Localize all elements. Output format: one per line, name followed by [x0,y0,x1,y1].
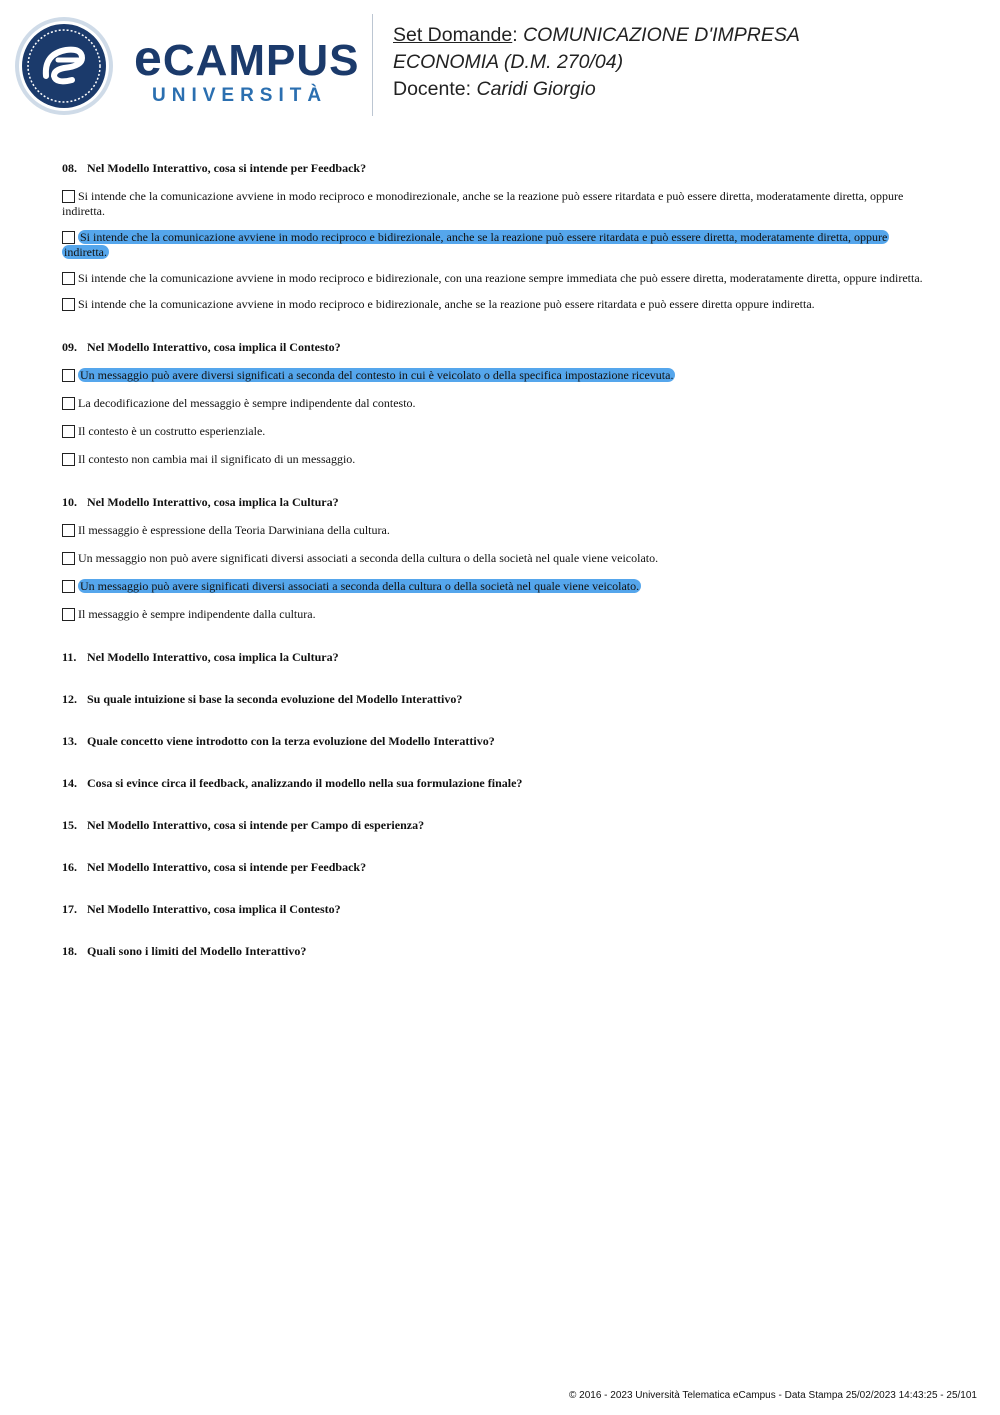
question-10 [62,494,928,622]
checkbox-icon[interactable] [62,369,75,382]
checkbox-icon[interactable] [62,397,75,410]
option-text: Un messaggio può avere significati diversi associati a seconda della cultura o della società nel quale viene veicolato. [80,579,640,593]
checkbox-icon[interactable] [62,425,75,438]
answer-option[interactable] [62,551,928,566]
question-title [62,160,928,176]
course-line1: COMUNICAZIONE D'IMPRESA [523,24,800,46]
option-text: Si intende che la comunicazione avviene in modo reciproco e bidirezionale, anche se la reazione può essere ritardata e può essere diretta, moderatamente diretta, oppure indiretta. [64,230,888,259]
page-header [0,0,1000,130]
header-course-line2 [393,49,800,76]
question-text: Nel Modello Interattivo, cosa implica la Cultura? [87,495,339,509]
checkbox-icon[interactable] [62,298,75,311]
question-number: 16. [62,860,77,874]
option-text: Il messaggio è sempre indipendente dalla cultura. [78,607,316,621]
open-question-12 [62,691,928,707]
option-text: La decodificazione del messaggio è sempre indipendente dal contesto. [78,396,416,410]
question-list [62,160,928,985]
question-number: 12. [62,692,77,706]
question-number: 09. [62,340,77,354]
question-09 [62,339,928,467]
logo-universita-text: UNIVERSITÀ [152,85,328,106]
question-text: Nel Modello Interattivo, cosa implica la Cultura? [87,650,339,664]
open-question-13 [62,733,928,749]
answer-option[interactable] [62,607,928,622]
option-text: Si intende che la comunicazione avviene in modo reciproco e monodirezionale, anche se la reazione può essere ritardata e può essere diretta, moderatamente diretta, oppure indiretta. [62,189,904,218]
docente-name: Caridi Giorgio [476,78,596,100]
checkbox-icon[interactable] [62,580,75,593]
answer-option[interactable] [62,424,928,439]
logo-e-letter: e [134,30,163,86]
header-docente-line [393,76,800,103]
question-number: 18. [62,944,77,958]
question-text: Nel Modello Interattivo, cosa si intende per Campo di esperienza? [87,818,425,832]
answer-option-highlighted[interactable] [62,230,928,260]
answer-option-highlighted[interactable] [62,579,928,594]
checkbox-icon[interactable] [62,608,75,621]
open-question-15 [62,817,928,833]
university-seal-icon [14,16,114,116]
question-number: 11. [62,650,77,664]
question-text: Cosa si evince circa il feedback, analizzando il modello nella sua formulazione finale? [87,776,523,790]
question-08 [62,160,928,312]
question-text: Nel Modello Interattivo, cosa si intende per Feedback? [87,161,367,175]
option-text: Si intende che la comunicazione avviene in modo reciproco e bidirezionale, con una reazione sempre immediata che può essere diretta, moderatamente diretta, oppure indiretta. [78,271,923,285]
question-text: Nel Modello Interattivo, cosa implica il Contesto? [87,340,341,354]
option-text: Il contesto è un costrutto esperienziale. [78,424,266,438]
ecampus-logo [14,16,360,116]
option-text: Il contesto non cambia mai il significato di un messaggio. [78,452,356,466]
open-question-17 [62,901,928,917]
question-title [62,339,928,355]
open-question-18 [62,943,928,959]
question-number: 10. [62,495,77,509]
question-number: 08. [62,161,77,175]
option-text: Un messaggio può avere diversi significati a seconda del contesto in cui è veicolato o della specifica impostazione ricevuta. [80,368,674,382]
answer-option[interactable] [62,523,928,538]
open-question-11 [62,649,928,665]
logo-campus-letters: CAMPUS [162,36,360,85]
open-question-16 [62,859,928,875]
checkbox-icon[interactable] [62,453,75,466]
checkbox-icon[interactable] [62,231,75,244]
question-text: Quale concetto viene introdotto con la terza evoluzione del Modello Interattivo? [87,734,495,748]
open-questions [62,649,928,959]
question-title [62,494,928,510]
open-question-14 [62,775,928,791]
question-text: Nel Modello Interattivo, cosa si intende per Feedback? [87,860,367,874]
question-number: 17. [62,902,77,916]
question-text: Quali sono i limiti del Modello Interattivo? [87,944,307,958]
question-number: 15. [62,818,77,832]
set-label: Set Domande [393,24,513,46]
checkbox-icon[interactable] [62,190,75,203]
checkbox-icon[interactable] [62,272,75,285]
option-text: Si intende che la comunicazione avviene in modo reciproco e bidirezionale, anche se la reazione può essere ritardata e può essere diretta oppure indiretta. [78,297,815,311]
answer-option[interactable] [62,189,928,219]
logo-ecampus-text [134,30,360,86]
checkbox-icon[interactable] [62,524,75,537]
question-text: Nel Modello Interattivo, cosa implica il Contesto? [87,902,341,916]
question-text: Su quale intuizione si base la seconda evoluzione del Modello Interattivo? [87,692,463,706]
answer-option[interactable] [62,452,928,467]
header-info [393,22,800,103]
course-line2: ECONOMIA (D.M. 270/04) [393,51,624,73]
answer-option[interactable] [62,297,928,312]
answer-option[interactable] [62,271,928,286]
question-number: 13. [62,734,77,748]
header-set-line: Set Domande: COMUNICAZIONE D'IMPRESA [393,24,800,46]
checkbox-icon[interactable] [62,552,75,565]
logo-wordmark [134,30,360,107]
answer-option[interactable] [62,396,928,411]
header-divider [372,14,373,116]
docente-label: Docente: [393,78,472,100]
option-text: Un messaggio non può avere significati diversi associati a seconda della cultura o della società nel quale viene veicolato. [78,551,659,565]
page-footer: © 2016 - 2023 Università Telematica eCampus - Data Stampa 25/02/2023 14:43:25 - 25/101 [569,1390,977,1401]
option-text: Il messaggio è espressione della Teoria Darwiniana della cultura. [78,523,390,537]
answer-option-highlighted[interactable] [62,368,928,383]
question-number: 14. [62,776,77,790]
